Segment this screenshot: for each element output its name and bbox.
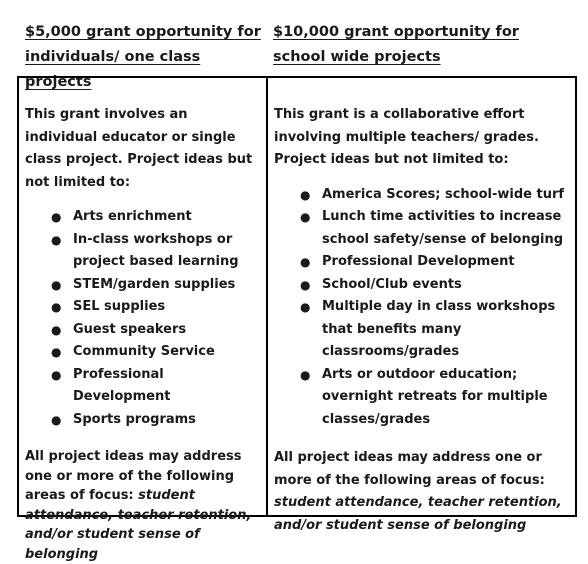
list-item bbox=[51, 364, 260, 409]
list-item bbox=[300, 184, 569, 207]
list-item bbox=[51, 409, 260, 432]
heading-individual-grant: $5,000 grant opportunity for individuals/ one class projects bbox=[25, 24, 261, 90]
list-item-label: SEL supplies bbox=[73, 299, 166, 314]
list-item-label: STEM/garden supplies bbox=[73, 276, 236, 292]
list-item bbox=[300, 206, 569, 251]
list-item bbox=[300, 364, 569, 432]
list-item-label: Lunch time activities to increase school safety/sense of belonging bbox=[322, 209, 564, 247]
list-item-label: Multiple day in class workshops that benefits many classrooms/grades bbox=[322, 299, 556, 359]
bullet-icon: ● bbox=[51, 345, 62, 359]
bullet-icon: ● bbox=[51, 232, 62, 247]
schoolwide-grant-cell bbox=[268, 78, 575, 533]
bullet-icon: ● bbox=[51, 367, 62, 382]
bullet-icon: ● bbox=[300, 255, 311, 269]
bullet-icon: ● bbox=[51, 300, 62, 314]
schoolwide-grant-intro: This grant is a collaborative effort involving multiple teachers/ grades. Project ideas but not limited to: bbox=[274, 107, 539, 167]
individual-grant-cell bbox=[19, 78, 268, 562]
list-item bbox=[51, 206, 260, 229]
list-item-label: Arts enrichment bbox=[73, 209, 192, 224]
bullet-icon: ● bbox=[300, 277, 311, 292]
list-item bbox=[51, 274, 260, 297]
individual-ideas-list bbox=[25, 206, 260, 431]
schoolwide-ideas-list bbox=[274, 184, 569, 432]
bullet-icon: ● bbox=[300, 187, 311, 202]
bullet-icon: ● bbox=[300, 210, 311, 224]
focus-areas: student attendance, teacher retention, and/or student sense of belonging bbox=[274, 495, 562, 533]
individual-focus-note bbox=[25, 447, 260, 564]
bullet-icon: ● bbox=[51, 412, 62, 427]
bullet-icon: ● bbox=[51, 277, 62, 292]
list-item-label: Arts or outdoor education; overnight retreats for multiple classes/grades bbox=[322, 366, 548, 427]
bullet-icon: ● bbox=[51, 210, 62, 224]
bullet-icon: ● bbox=[300, 367, 311, 382]
heading-schoolwide-grant: $10,000 grant opportunity for school wide projects bbox=[273, 24, 519, 65]
bullet-icon: ● bbox=[300, 300, 311, 314]
list-item-label: School/Club events bbox=[322, 276, 462, 292]
list-item-label: Community Service bbox=[73, 344, 215, 359]
list-item bbox=[51, 341, 260, 364]
focus-prefix: All project ideas may address one or more of the following areas of focus: bbox=[25, 449, 242, 503]
focus-areas: student attendance, teacher retention, and/or student sense of belonging bbox=[25, 488, 252, 562]
list-item-label: In-class workshops or project based learning bbox=[73, 231, 239, 269]
grant-comparison-table bbox=[17, 76, 577, 562]
focus-prefix: All project ideas may address one or more of the following areas of focus: bbox=[274, 450, 545, 488]
list-item-label: Guest speakers bbox=[73, 321, 187, 337]
list-item bbox=[51, 229, 260, 274]
list-item-label: Professional Development bbox=[73, 366, 171, 404]
bullet-icon: ● bbox=[51, 322, 62, 337]
list-item bbox=[300, 296, 569, 364]
list-item bbox=[51, 296, 260, 319]
schoolwide-focus-note bbox=[274, 447, 569, 537]
list-item bbox=[300, 251, 569, 274]
list-item-label: America Scores; school-wide turf bbox=[322, 186, 565, 202]
list-item bbox=[300, 274, 569, 297]
list-item-label: Professional Development bbox=[322, 254, 515, 269]
list-item-label: Sports programs bbox=[73, 411, 196, 427]
individual-grant-intro: This grant involves an individual educator or single class project. Project ideas but not limited to: bbox=[25, 107, 253, 190]
list-item bbox=[51, 319, 260, 342]
